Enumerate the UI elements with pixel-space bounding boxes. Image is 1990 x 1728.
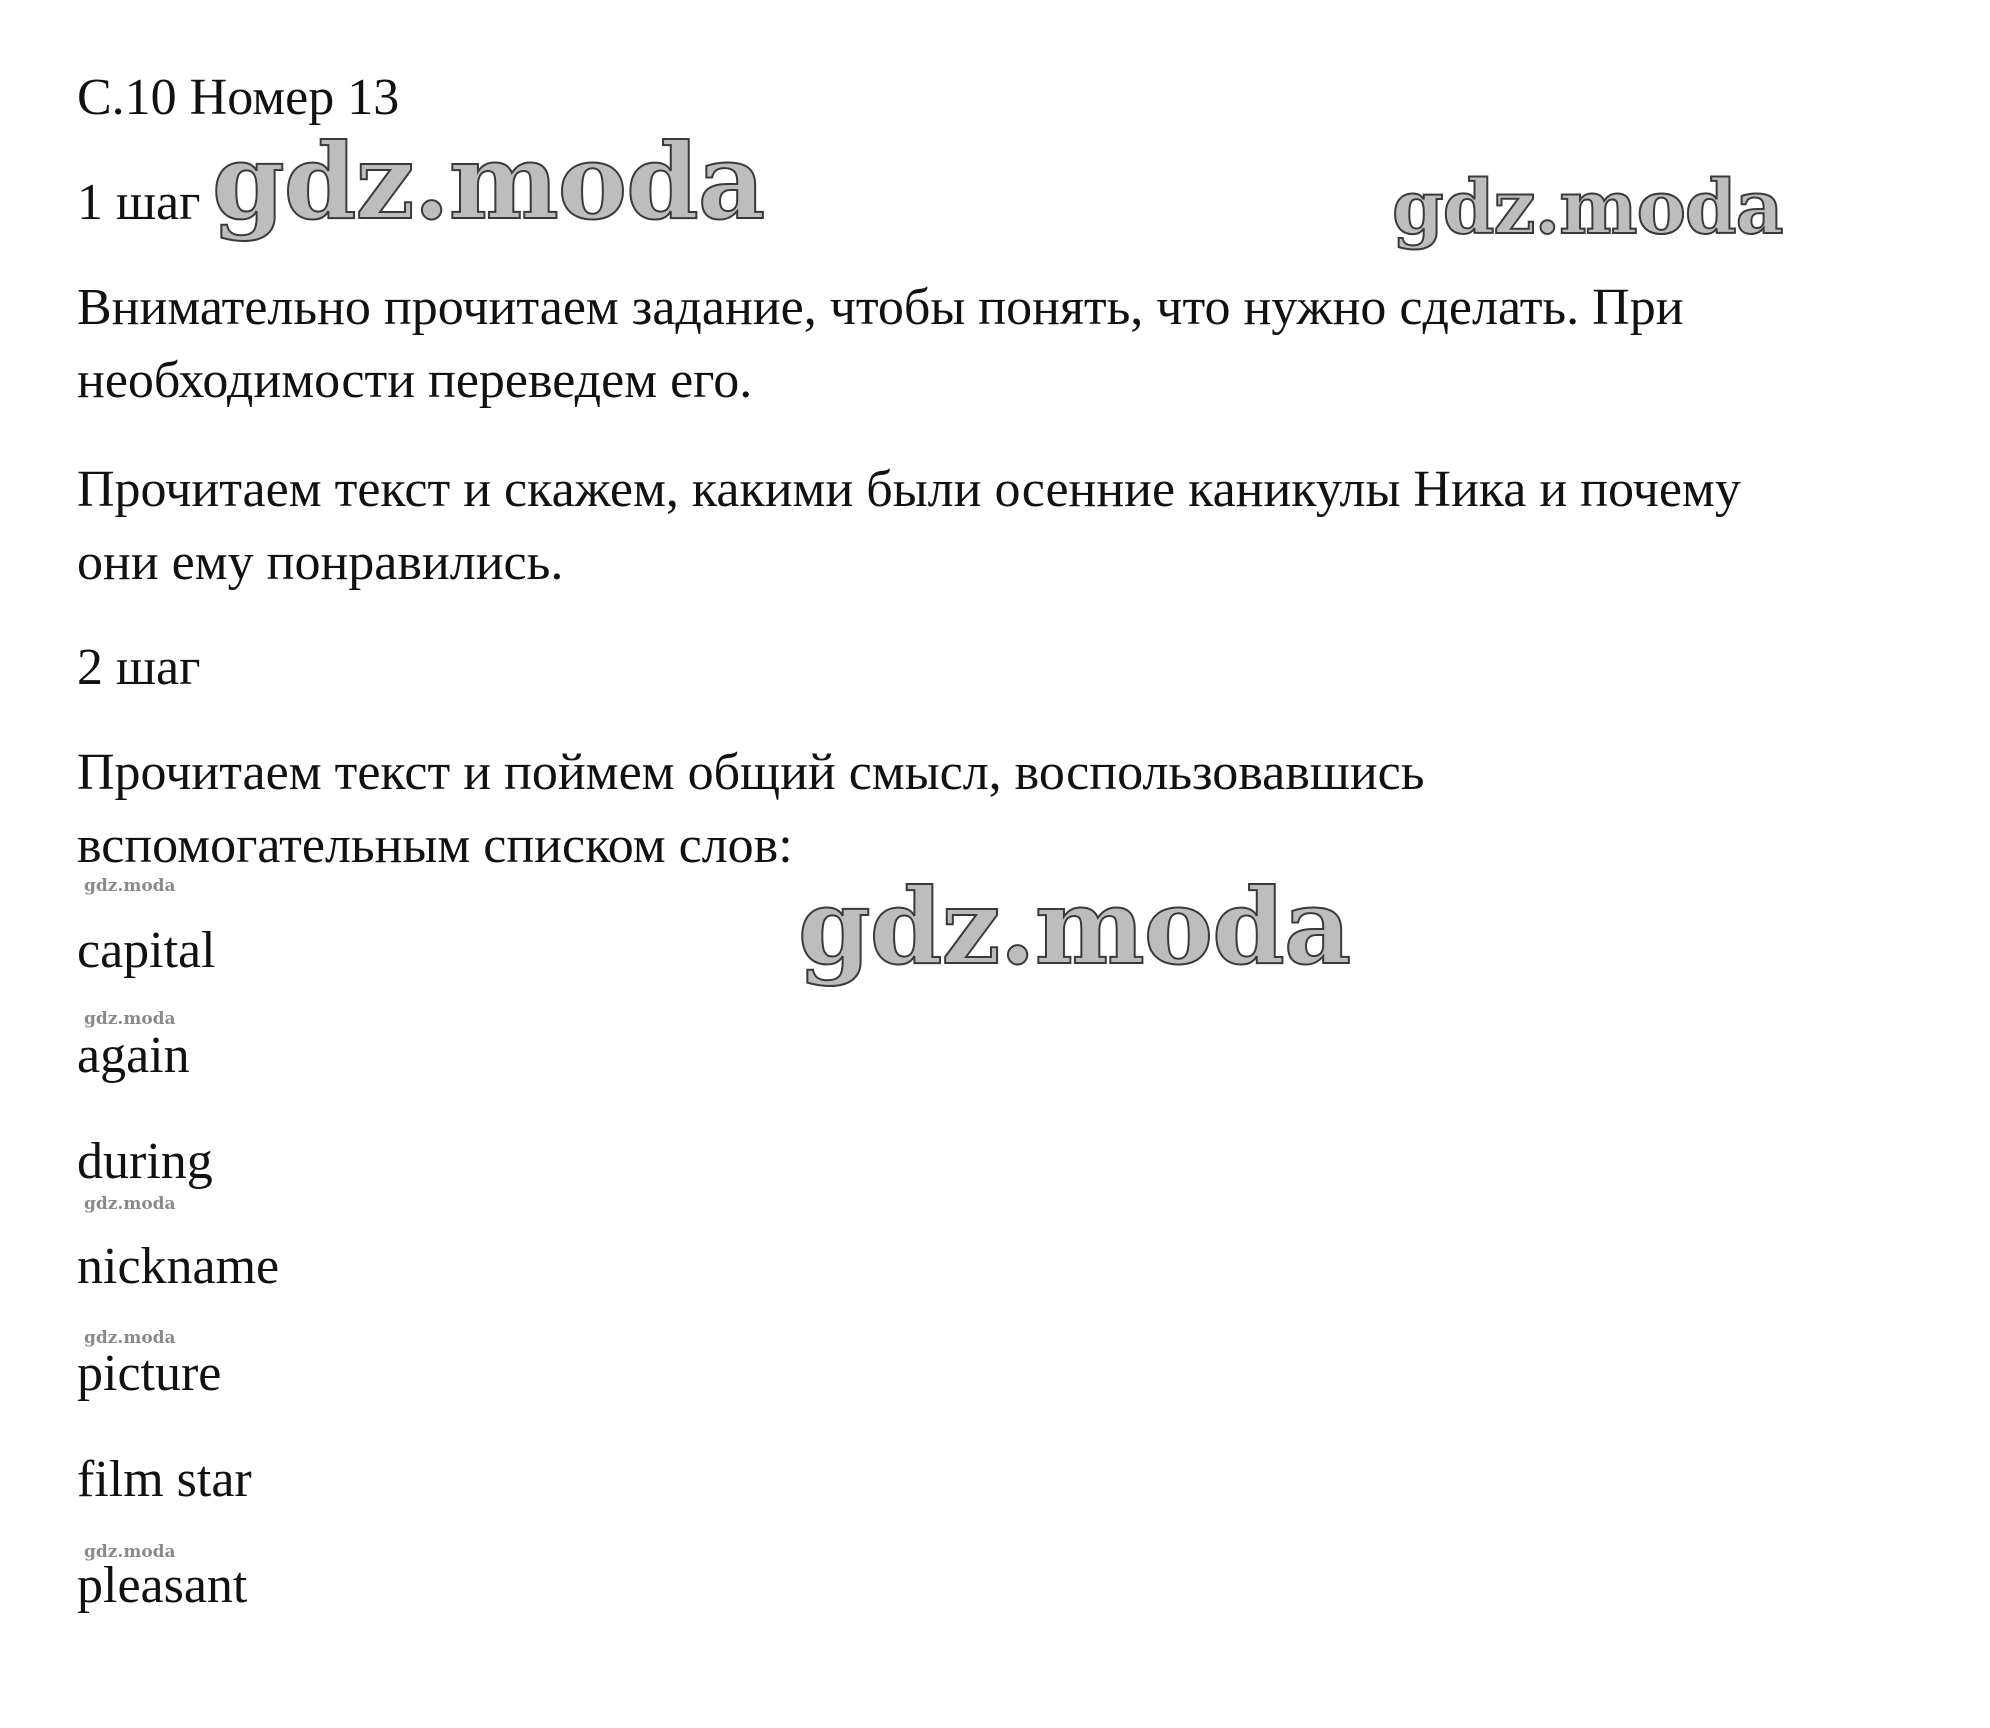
watermark-small-4: gdz.moda — [84, 1328, 176, 1348]
vocab-item-pleasant: pleasant — [77, 1557, 248, 1614]
watermark-small-5: gdz.moda — [84, 1542, 176, 1562]
watermark-large-1: gdz.moda — [212, 120, 765, 243]
page-title: С.10 Номер 13 — [77, 69, 400, 126]
vocab-item-again: again — [77, 1027, 190, 1084]
step-2-label: 2 шаг — [77, 639, 201, 696]
vocab-item-picture: picture — [77, 1345, 222, 1402]
vocab-item-capital: capital — [77, 922, 216, 979]
step-1-label: 1 шаг — [77, 174, 201, 231]
vocab-item-nickname: nickname — [77, 1238, 280, 1295]
vocab-item-during: during — [77, 1133, 213, 1190]
step-1-paragraph-2-line-1: Прочитаем текст и скажем, какими были осенние каникулы Ника и почему — [77, 461, 1741, 518]
step-1-paragraph-1-line-2: необходимости переведем его. — [77, 352, 753, 409]
step-1-paragraph-2-line-2: они ему понравились. — [77, 534, 564, 591]
watermark-small-2: gdz.moda — [84, 1009, 176, 1029]
watermark-large-3: gdz.moda — [798, 865, 1351, 988]
step-1-paragraph-1-line-1: Внимательно прочитаем задание, чтобы понять, что нужно сделать. При — [77, 279, 1684, 336]
step-2-paragraph-line-2: вспомогательным списком слов: — [77, 817, 793, 874]
vocab-item-film-star: film star — [77, 1451, 252, 1508]
watermark-large-2: gdz.moda — [1392, 165, 1783, 251]
watermark-small-1: gdz.moda — [84, 876, 176, 896]
watermark-small-3: gdz.moda — [84, 1194, 176, 1214]
step-2-paragraph-line-1: Прочитаем текст и поймем общий смысл, воспользовавшись — [77, 744, 1425, 801]
